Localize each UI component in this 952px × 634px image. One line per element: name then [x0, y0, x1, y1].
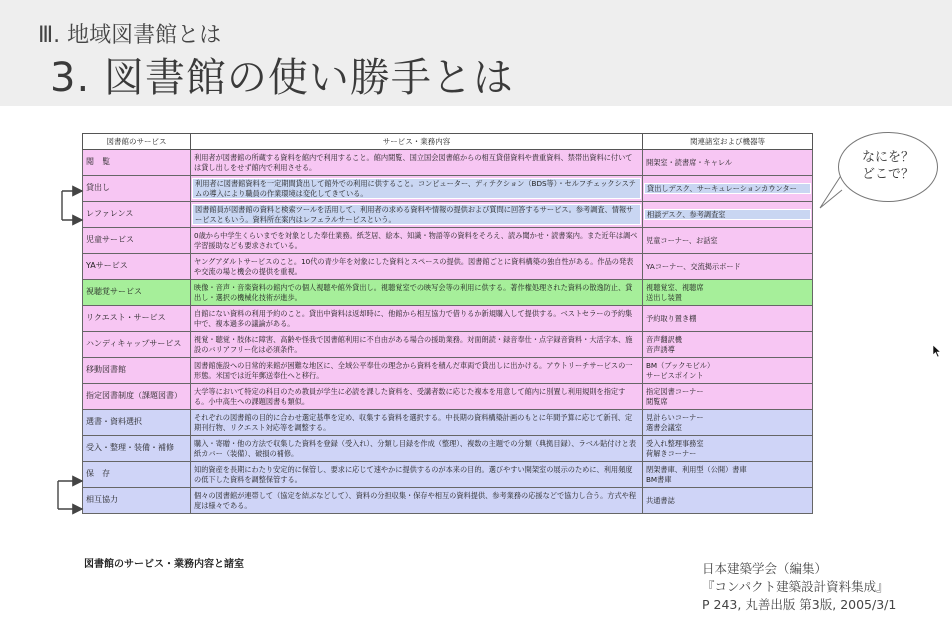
arrow-bracket-top [62, 191, 82, 220]
service-content-text: 図書館施設への日常的来館が困難な地区に、全域公平奉仕の理念から資料を積んだ車両で貸出しに出かける。アウトリーチサービスの一形態。米国では近年郵送奉仕へと移行。 [194, 361, 633, 380]
service-rooms-text: 視聴覚室、視聴席 送出し装置 [646, 283, 704, 302]
service-content-text: 視覚・聴覚・肢体に障害、高齢や怪我で図書館利用に不自由がある場合の援助業務。対面朗読・録音奉仕・点字録音資料・大活字本、施設のバリアフリー化は必須条件。 [194, 335, 633, 354]
service-name-cell: 視聴覚サービス [83, 280, 191, 306]
column-header-rooms: 関連諸室および機器等 [643, 134, 813, 150]
service-rooms-text: 受入れ整理事務室 荷解きコーナー [646, 439, 704, 458]
bubble-line-1: なにを？ [861, 150, 914, 166]
service-content-text: 利用者に図書館資料を一定期間貸出して館外での利用に供すること。コンピューター、ディテクション（BDS等）・セルフチェックシステムの導入により職員の作業環境は変化してきている。 [192, 178, 641, 199]
service-content-text: 自館にない資料の利用予約のこと。貸出中資料は返却時に、他館から相互協力で借りるか新規購入して提供する。ベストセラーの予約集中で、複本過多の議論がある。 [194, 309, 633, 328]
citation-editor: 日本建築学会（編集） [702, 561, 828, 576]
mouse-cursor-icon [932, 344, 942, 358]
service-content-text: 個々の図書館が連帯して（協定を結ぶなどして）、資料の分担収集・保存や相互の資料提供、参考業務の応援などで協力し合う。方式や程度は様々である。 [194, 491, 637, 510]
service-name-cell: 児童サービス [83, 228, 191, 254]
service-rooms-text: 指定図書コーナー 閲覧席 [646, 387, 704, 406]
service-rooms-text: 児童コーナー、お話室 [646, 235, 718, 245]
service-content-text: 映像・音声・音楽資料の館内での個人視聴や館外貸出し。視聴覚室での映写会等の利用に供する。著作権処理された資料の散逸防止、貸出し・選択の機械化技術が進歩。 [194, 283, 633, 302]
service-name-cell: リクエスト・サービス [83, 306, 191, 332]
service-content-text: 大学等において特定の科目のため教員が学生に必読を課した資料を、受講者数に応じた複本を用意して館内に別置し利用規則を指定する。小中高生への課題図書も類似。 [194, 387, 626, 406]
citation-publication: P 243, 丸善出版 第3版, 2005/3/1 [702, 596, 897, 612]
service-name-cell: 相互協力 [83, 488, 191, 514]
service-name-cell: レファレンス [83, 202, 191, 228]
service-rooms-text: 共通書誌 [646, 495, 675, 505]
service-rooms-text: YAコーナー、交流掲示ボード [646, 261, 741, 271]
service-content-text: 0歳から中学生くらいまでを対象とした奉仕業務。紙芝居、絵本、知識・物語等の資料をそろえ、読み聞かせ・読書案内。また近年は調べ学習援助なども要求されている。 [194, 231, 638, 250]
service-name-cell: 指定図書制度（課題図書） [83, 384, 191, 410]
service-content-text: 購入・寄贈・他の方法で収集した資料を登録（受入れ）、分類し目録を作成（整理）、複数の主題での分類（典拠目録）、ラベル貼付けと表紙カバー（装備）、破損の補修。 [194, 439, 637, 458]
table-caption: 図書館のサービス・業務内容と諸室 [84, 559, 244, 570]
service-rooms-text: 貸出しデスク、サーキュレーションカウンター [644, 183, 811, 194]
service-name-cell: 移動図書館 [83, 358, 191, 384]
service-rooms-text: 音声翻訳機 音声誘導 [646, 335, 682, 354]
citation-book-title: 『コンパクト建築設計資料集成』 [702, 578, 889, 594]
bubble-line-2: どこで？ [861, 167, 914, 182]
service-content-text: 知的資産を長期にわたり安定的に保管し、要求に応じて速やかに提供するのが本来の目的。選びやすい開架室の展示のために、利用頻度の低下した資料を調整保管する。 [194, 465, 633, 484]
service-name-cell: 選書・資料選択 [83, 410, 191, 436]
service-content-text: ヤングアダルトサービスのこと。10代の青少年を対象にした資料とスペースの提供。図書館ごとに資料構築の独自性がある。作品の発表や交流の場と機会の提供を重視。 [194, 257, 634, 276]
service-rooms-text: 予約取り置き棚 [646, 313, 697, 323]
service-rooms-text: 開架室・読書席・キャレル [646, 157, 733, 167]
column-header-content: サービス・業務内容 [191, 134, 643, 150]
service-rooms-text: 相談デスク、参考調査室 [644, 209, 811, 220]
service-name-cell: 受入・整理・装備・補修 [83, 436, 191, 462]
arrow-bracket-bottom [58, 481, 82, 509]
service-name-cell: 貸出し [83, 176, 191, 202]
citation [702, 560, 896, 613]
service-content-text: 図書館員が図書館の資料と検索ツールを活用して、利用者の求める資料や情報の提供および質問に回答するサービス。参考調査、情報サービスともいう。資料所在案内はレフェラルサービスという。 [192, 204, 641, 225]
service-rooms-text: 見計らいコーナー 選書会議室 [646, 413, 704, 432]
service-name-cell: ハンディキャップサービス [83, 332, 191, 358]
service-name-cell: 閲 覧 [83, 150, 191, 176]
column-header-service: 図書館のサービス [83, 134, 191, 150]
slide-title: 3. 図書館の使い勝手とは [50, 55, 514, 101]
service-content-text: それぞれの図書館の目的に合わせ選定基準を定め、収集する資料を選択する。中長期の資料構築計画のもとに年間予算に応じて新刊、定期刊行物、リクエスト対応等を調整する。 [194, 413, 633, 432]
service-content-text: 利用者が図書館の所蔵する資料を館内で利用すること。館内閲覧、国立国会図書館からの相互貸借資料や貴重資料、禁帯出資料に付いては貸し出しをせず館内で利用させる。 [194, 153, 633, 172]
service-rooms-text: BM（ブックモビル） サービスポイント [646, 361, 715, 380]
service-rooms-text: 閉架書庫、利用型（公開）書庫 BM書庫 [646, 465, 747, 484]
service-name-cell: YAサービス [83, 254, 191, 280]
section-subtitle: Ⅲ. 地域図書館とは [38, 23, 222, 48]
service-name-cell: 保 存 [83, 462, 191, 488]
